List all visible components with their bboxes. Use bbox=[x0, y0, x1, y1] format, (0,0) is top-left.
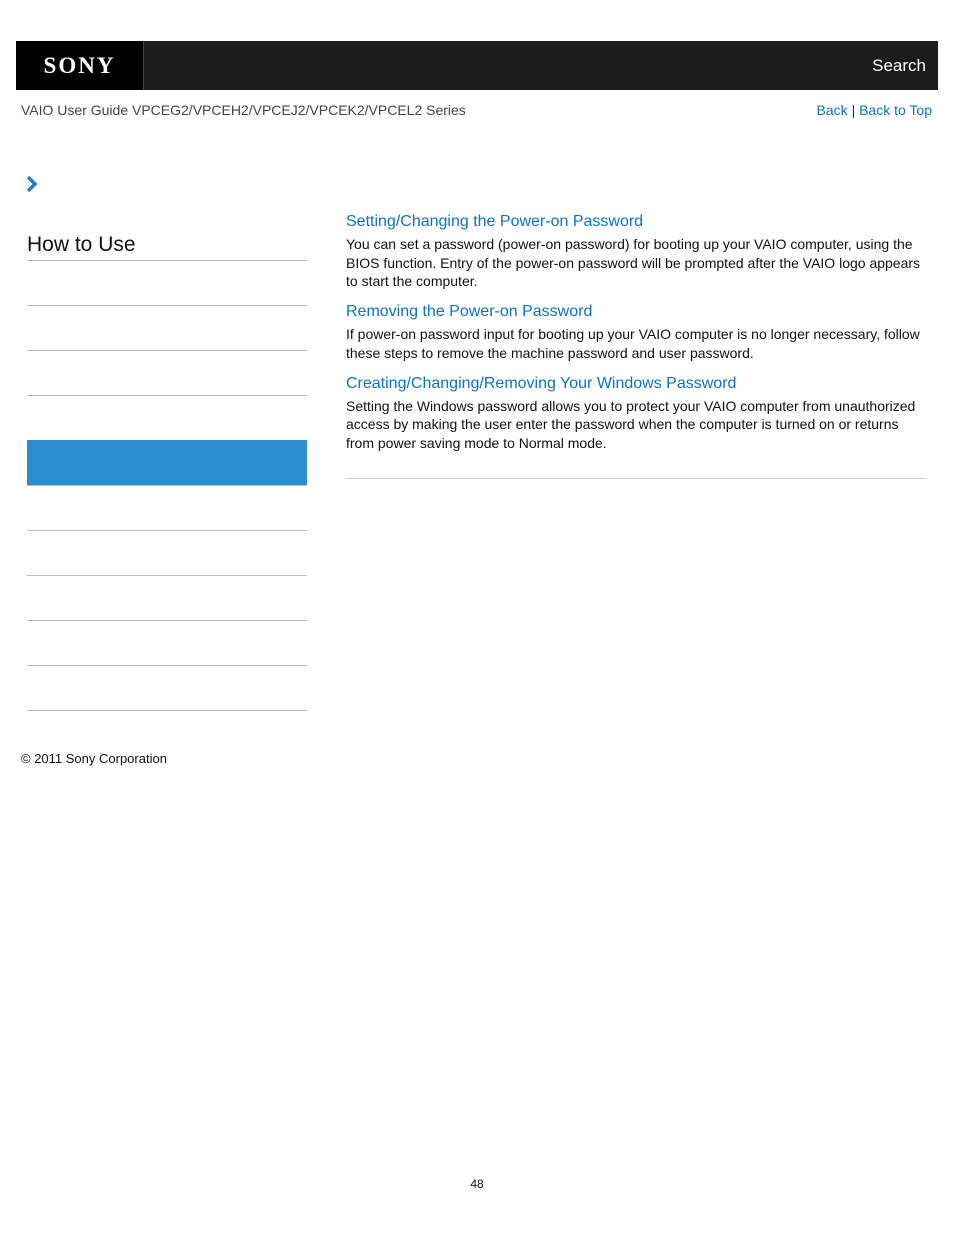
content-divider bbox=[346, 478, 926, 479]
back-link[interactable]: Back bbox=[816, 102, 848, 118]
sidebar-title: How to Use bbox=[27, 233, 136, 256]
sidebar-item[interactable] bbox=[27, 530, 307, 575]
topic-link[interactable]: Removing the Power-on Password bbox=[346, 303, 593, 321]
logo-text: SONY bbox=[43, 52, 116, 78]
topic-entry bbox=[346, 303, 926, 362]
topic-description: You can set a password (power-on password) for booting up your VAIO computer, using the BIOS function. Entry of the power-on password will be prompted after the VAIO logo appears to start the computer. bbox=[346, 236, 921, 290]
topic-link[interactable]: Setting/Changing the Power-on Password bbox=[346, 213, 644, 230]
sidebar-item[interactable] bbox=[27, 620, 307, 665]
sidebar-item[interactable] bbox=[27, 260, 307, 305]
topic-link[interactable]: Creating/Changing/Removing Your Windows Password bbox=[346, 374, 737, 392]
sidebar-end-divider bbox=[27, 710, 307, 711]
chevron-right-icon bbox=[25, 176, 39, 192]
sidebar-item[interactable] bbox=[27, 575, 307, 620]
copyright: © 2011 Sony Corporation bbox=[21, 751, 167, 766]
search-link[interactable]: Search bbox=[872, 56, 926, 75]
sidebar-nav bbox=[27, 260, 307, 711]
page-navigation bbox=[817, 102, 932, 118]
sidebar-item[interactable] bbox=[27, 485, 307, 530]
topic-description: If power-on password input for booting up your VAIO computer is no longer necessary, follow these steps to remove the machine password and user password. bbox=[346, 326, 920, 361]
topic-list bbox=[346, 213, 926, 465]
top-bar bbox=[16, 41, 938, 90]
sony-logo[interactable] bbox=[16, 41, 144, 90]
topic-entry bbox=[346, 213, 926, 291]
sidebar-item[interactable] bbox=[27, 440, 307, 485]
sidebar-item[interactable] bbox=[27, 305, 307, 350]
sidebar-item[interactable] bbox=[27, 350, 307, 395]
sidebar-item[interactable] bbox=[27, 665, 307, 710]
guide-title: VAIO User Guide VPCEG2/VPCEH2/VPCEJ2/VPCEK2/VPCEL2 Series bbox=[21, 102, 466, 118]
topic-description: Setting the Windows password allows you to protect your VAIO computer from unauthorized access by making the user enter the password when the computer is turned on or returns from power saving mode to Normal mode. bbox=[346, 397, 916, 451]
topic-entry bbox=[346, 375, 926, 453]
sidebar-item[interactable] bbox=[27, 395, 307, 440]
back-to-top-link[interactable]: Back to Top bbox=[859, 102, 932, 118]
page-number: 48 bbox=[470, 1177, 484, 1191]
nav-separator: | bbox=[851, 102, 856, 118]
